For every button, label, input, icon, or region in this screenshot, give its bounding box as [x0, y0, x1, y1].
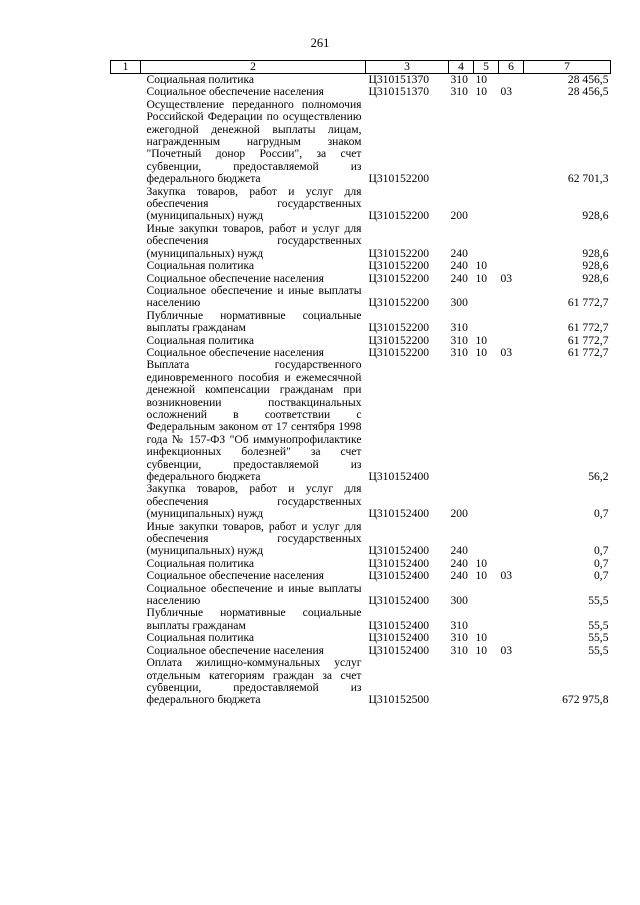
row-code-cell: Ц310152400 — [368, 618, 430, 632]
column-header: 4 — [449, 61, 474, 74]
row-name-cell: Оплата жилищно-коммунальных услуг отдельным категориям граждан за счет субвенции, предоставляемой из федерального бюджета — [146, 656, 362, 707]
row-code-cell: Ц310152400 — [368, 556, 430, 570]
row-section-cell — [474, 483, 499, 520]
row-subsection-cell — [499, 310, 524, 335]
row-index-cell — [111, 335, 141, 347]
row-name-cell: Закупка товаров, работ и услуг для обеспечения государственных (муниципальных) нужд — [146, 184, 362, 223]
row-index-cell — [111, 645, 141, 657]
row-amount-cell: 0,7 — [594, 544, 609, 558]
row-code-cell: Ц310152200 — [368, 209, 430, 223]
row-index-cell — [111, 285, 141, 310]
row-amount-cell: 0,7 — [594, 569, 609, 583]
row-index-cell — [111, 86, 141, 98]
row-name-cell: Социальное обеспечение и иные выплаты населению — [146, 283, 362, 310]
row-group-cell: 310 — [450, 618, 468, 632]
column-header: 3 — [366, 61, 449, 74]
row-code-cell: Ц310152400 — [368, 507, 430, 521]
row-index-cell — [111, 99, 141, 186]
row-code-cell: Ц310152200 — [368, 172, 430, 186]
row-index-cell — [111, 570, 141, 582]
row-subsection-cell — [499, 632, 524, 644]
row-code-cell: Ц310152200 — [368, 296, 430, 310]
row-name-cell: Социальная политика — [146, 556, 255, 570]
row-name-cell: Социальное обеспечение населения — [146, 85, 325, 99]
row-amount-cell: 928,6 — [582, 246, 609, 260]
row-section-cell: 10 — [475, 345, 488, 359]
row-group-cell: 310 — [450, 85, 468, 99]
row-name-cell: Социальное обеспечение населения — [146, 345, 325, 359]
row-code-cell: Ц310152400 — [368, 569, 430, 583]
row-name-cell: Социальное обеспечение и иные выплаты населению — [146, 581, 362, 608]
row-section-cell: 10 — [475, 569, 488, 583]
table-row — [111, 607, 611, 632]
row-section-cell — [474, 99, 499, 186]
row-index-cell — [111, 558, 141, 570]
row-subsection-cell: 03 — [500, 271, 513, 285]
table-row — [111, 583, 611, 608]
row-name-cell: Социальное обеспечение населения — [146, 569, 325, 583]
row-index-cell — [111, 186, 141, 223]
row-section-cell — [474, 359, 499, 483]
row-subsection-cell — [499, 583, 524, 608]
row-subsection-cell — [499, 285, 524, 310]
row-code-cell: Ц310152200 — [368, 246, 430, 260]
table-body — [111, 74, 611, 707]
row-section-cell: 10 — [475, 85, 488, 99]
table-row — [111, 99, 611, 186]
table-row — [111, 260, 611, 272]
row-group-cell: 240 — [450, 544, 468, 558]
table-row — [111, 570, 611, 582]
row-index-cell — [111, 657, 141, 707]
row-name-cell: Социальное обеспечение населения — [146, 643, 325, 657]
row-amount-cell: 55,5 — [588, 631, 609, 645]
row-amount-cell: 56,2 — [588, 470, 609, 483]
row-amount-cell: 55,5 — [588, 594, 609, 608]
row-subsection-cell — [499, 521, 524, 558]
column-header: 5 — [474, 61, 499, 74]
row-code-cell: Ц310152500 — [368, 693, 430, 707]
row-index-cell — [111, 359, 141, 483]
row-amount-cell: 928,6 — [582, 271, 609, 285]
row-code-cell: Ц310152400 — [368, 643, 430, 657]
column-header: 1 — [111, 61, 141, 74]
row-code-cell: Ц310152200 — [368, 321, 430, 335]
table-row — [111, 310, 611, 335]
row-amount-cell: 0,7 — [594, 507, 609, 521]
table-header — [111, 61, 611, 74]
row-index-cell — [111, 607, 141, 632]
row-section-cell — [474, 186, 499, 223]
row-amount-cell: 55,5 — [588, 618, 609, 632]
row-group-cell: 310 — [450, 345, 468, 359]
row-section-cell: 10 — [475, 556, 488, 570]
row-name-cell: Иные закупки товаров, работ и услуг для обеспечения государственных (муниципальных) нужд — [146, 519, 362, 558]
row-section-cell — [474, 223, 499, 260]
row-subsection-cell — [499, 657, 524, 707]
row-index-cell — [111, 273, 141, 285]
row-section-cell: 10 — [475, 333, 488, 347]
row-group-cell: 240 — [450, 271, 468, 285]
row-section-cell — [474, 607, 499, 632]
row-group-cell: 240 — [450, 259, 468, 273]
row-index-cell — [111, 483, 141, 520]
page-number: 261 — [310, 36, 330, 50]
row-index-cell — [111, 223, 141, 260]
row-amount-cell: 61 772,7 — [567, 296, 609, 310]
row-amount-cell: 928,6 — [582, 259, 609, 273]
row-name-cell: Иные закупки товаров, работ и услуг для обеспечения государственных (муниципальных) нужд — [146, 221, 362, 260]
row-code-cell: Ц310152200 — [368, 333, 430, 347]
row-amount-cell: 28 456,5 — [567, 85, 609, 99]
table-row — [111, 657, 611, 707]
row-code-cell: Ц310152200 — [368, 271, 430, 285]
row-subsection-cell — [499, 99, 524, 186]
row-code-cell: Ц310151370 — [368, 73, 430, 86]
row-amount-cell: 0,7 — [594, 556, 609, 570]
row-group-cell: 310 — [450, 321, 468, 335]
row-amount-cell: 672 975,8 — [562, 693, 609, 707]
row-section-cell: 10 — [475, 631, 488, 645]
row-amount-cell: 61 772,7 — [567, 333, 609, 347]
row-section-cell — [474, 583, 499, 608]
row-subsection-cell — [499, 186, 524, 223]
row-amount-cell: 61 772,7 — [567, 321, 609, 335]
row-group-cell — [449, 657, 474, 707]
row-section-cell: 10 — [475, 259, 488, 273]
header-row — [111, 61, 611, 74]
row-code-cell: Ц310152200 — [368, 345, 430, 359]
table-row — [111, 359, 611, 483]
table-row — [111, 632, 611, 644]
row-subsection-cell — [499, 223, 524, 260]
row-amount-cell: 28 456,5 — [567, 73, 609, 86]
row-group-cell: 310 — [450, 73, 468, 86]
row-name-cell: Социальная политика — [146, 73, 255, 86]
row-group-cell: 310 — [450, 643, 468, 657]
row-subsection-cell: 03 — [500, 345, 513, 359]
row-name-cell: Социальная политика — [146, 631, 255, 645]
row-section-cell — [474, 285, 499, 310]
row-amount-cell: 928,6 — [582, 209, 609, 223]
row-index-cell — [111, 347, 141, 359]
row-name-cell: Социальная политика — [146, 333, 255, 347]
row-index-cell — [111, 521, 141, 558]
column-header: 7 — [524, 61, 611, 74]
row-group-cell: 240 — [450, 246, 468, 260]
row-name-cell: Социальная политика — [146, 259, 255, 273]
row-name-cell: Осуществление переданного полномочия Российской Федерации по осуществлению ежегодной денежной выплаты лицам, награжденным нагрудным знаком "Почетный донор России", за счет субвенции, предоставляемой из федерального бюджета — [146, 97, 362, 186]
table-row — [111, 285, 611, 310]
row-name-cell: Выплата государственного единовременного пособия и ежемесячной денежной компенсации гражданам при возникновении поствакцинальных осложнений в соответствии с Федеральным законом от 17 сентября 1998 года № 157-ФЗ "Об иммунопрофилактике инфекционных болезней" за счет субвенции, предоставляемой из федерального бюджета — [146, 358, 362, 483]
row-section-cell — [474, 521, 499, 558]
row-index-cell — [111, 260, 141, 272]
row-amount-cell: 61 772,7 — [567, 345, 609, 359]
column-header: 6 — [499, 61, 524, 74]
row-subsection-cell: 03 — [500, 85, 513, 99]
row-group-cell: 310 — [450, 631, 468, 645]
row-subsection-cell — [499, 260, 524, 272]
row-group-cell: 200 — [450, 209, 468, 223]
row-group-cell: 240 — [450, 556, 468, 570]
row-section-cell: 10 — [475, 643, 488, 657]
row-subsection-cell — [499, 483, 524, 520]
row-name-cell: Закупка товаров, работ и услуг для обеспечения государственных (муниципальных) нужд — [146, 482, 362, 521]
row-amount-cell: 55,5 — [588, 643, 609, 657]
budget-table — [110, 60, 611, 707]
row-group-cell: 300 — [450, 594, 468, 608]
row-subsection-cell — [499, 359, 524, 483]
row-index-cell — [111, 583, 141, 608]
row-group-cell: 300 — [450, 296, 468, 310]
row-subsection-cell — [499, 607, 524, 632]
row-group-cell: 240 — [450, 569, 468, 583]
row-index-cell — [111, 310, 141, 335]
row-code-cell: Ц310152400 — [368, 470, 430, 483]
row-section-cell — [474, 657, 499, 707]
row-group-cell: 200 — [450, 507, 468, 521]
row-name-cell: Социальное обеспечение населения — [146, 271, 325, 285]
row-code-cell: Ц310151370 — [368, 85, 430, 99]
row-group-cell — [449, 359, 474, 483]
row-section-cell: 10 — [475, 271, 488, 285]
column-header: 2 — [141, 61, 366, 74]
row-subsection-cell: 03 — [500, 569, 513, 583]
row-code-cell: Ц310152400 — [368, 631, 430, 645]
row-code-cell: Ц310152400 — [368, 594, 430, 608]
table-row — [111, 186, 611, 223]
row-subsection-cell: 03 — [500, 643, 513, 657]
row-section-cell: 10 — [475, 73, 488, 86]
row-code-cell: Ц310152400 — [368, 544, 430, 558]
row-code-cell: Ц310152200 — [368, 259, 430, 273]
row-name-cell: Публичные нормативные социальные выплаты гражданам — [146, 606, 362, 632]
row-group-cell: 310 — [450, 333, 468, 347]
table-row — [111, 86, 611, 98]
table-row — [111, 521, 611, 558]
table-row — [111, 223, 611, 260]
table-row — [111, 483, 611, 520]
row-name-cell: Публичные нормативные социальные выплаты гражданам — [146, 308, 362, 335]
row-group-cell — [449, 99, 474, 186]
row-index-cell — [111, 632, 141, 644]
row-amount-cell: 62 701,3 — [567, 172, 609, 186]
row-index-cell — [111, 74, 141, 87]
row-section-cell — [474, 310, 499, 335]
